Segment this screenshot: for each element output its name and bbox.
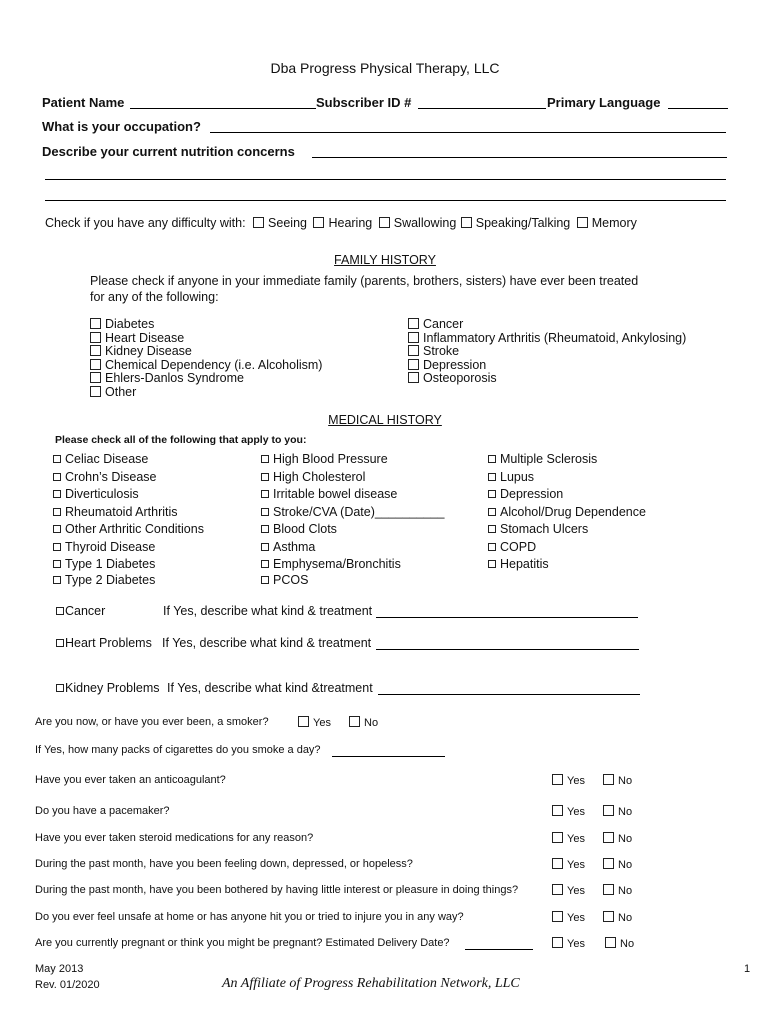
nutrition-line-2[interactable] xyxy=(45,179,726,180)
question-interest: During the past month, have you been bothered by having little interest or pleasure in doing things? xyxy=(35,884,519,896)
list-item[interactable]: Chemical Dependency (i.e. Alcoholism) xyxy=(90,359,322,373)
checkbox-icon[interactable] xyxy=(488,543,496,551)
page-number: 1 xyxy=(744,963,751,975)
checkbox-icon[interactable] xyxy=(53,560,61,568)
kidney-describe-prompt: If Yes, describe what kind &treatment xyxy=(167,681,373,695)
smoker-yes[interactable]: Yes xyxy=(298,716,331,729)
list-item[interactable]: Multiple Sclerosis xyxy=(488,451,646,469)
question-pregnant: Are you currently pregnant or think you might be pregnant? Estimated Delivery Date? xyxy=(35,937,450,949)
unsafe-no[interactable]: No xyxy=(603,911,632,924)
checkbox-icon[interactable] xyxy=(408,372,419,383)
depressed-no[interactable]: No xyxy=(603,858,632,871)
interest-yes[interactable]: Yes xyxy=(552,884,585,897)
difficulty-hearing[interactable]: Hearing xyxy=(313,216,372,230)
checkbox-icon[interactable] xyxy=(261,473,269,481)
heart-describe-row xyxy=(56,636,152,650)
checkbox-icon[interactable] xyxy=(408,318,419,329)
anticoagulant-yes[interactable]: Yes xyxy=(552,774,585,787)
unsafe-yes[interactable]: Yes xyxy=(552,911,585,924)
list-item[interactable]: High Blood Pressure xyxy=(261,451,444,469)
checkbox-icon[interactable] xyxy=(261,455,269,463)
list-item[interactable]: Other xyxy=(90,386,322,400)
checkbox-icon[interactable] xyxy=(552,911,563,922)
list-item[interactable]: Lupus xyxy=(488,469,646,487)
list-item[interactable]: Emphysema/Bronchitis xyxy=(261,556,444,572)
patient-name-field[interactable] xyxy=(130,108,316,109)
steroids-yes[interactable]: Yes xyxy=(552,832,585,845)
smoker-question: Are you now, or have you ever been, a smoker? xyxy=(35,716,269,728)
occupation-field[interactable] xyxy=(210,132,726,133)
depressed-yes[interactable]: Yes xyxy=(552,858,585,871)
delivery-date-field[interactable] xyxy=(465,949,533,950)
list-item[interactable]: Kidney Disease xyxy=(90,345,322,359)
checkbox-icon[interactable] xyxy=(408,332,419,343)
packs-field[interactable] xyxy=(332,756,445,757)
heart-describe-prompt: If Yes, describe what kind & treatment xyxy=(162,636,372,650)
nutrition-line-3[interactable] xyxy=(45,200,726,201)
checkbox-icon[interactable] xyxy=(488,490,496,498)
list-item[interactable]: Type 1 Diabetes xyxy=(53,556,204,572)
checkbox-icon[interactable] xyxy=(603,911,614,922)
checkbox-icon[interactable] xyxy=(90,318,101,329)
pregnant-yes[interactable]: Yes xyxy=(552,937,585,950)
checkbox-icon[interactable] xyxy=(56,684,64,692)
smoker-no[interactable]: No xyxy=(349,716,378,729)
kidney-describe-field[interactable] xyxy=(378,694,640,695)
checkbox-icon[interactable] xyxy=(56,607,64,615)
checkbox-icon[interactable] xyxy=(261,576,269,584)
checkbox-icon[interactable] xyxy=(603,858,614,869)
question-anticoagulant: Have you ever taken an anticoagulant? xyxy=(35,774,226,786)
checkbox-icon[interactable] xyxy=(298,716,309,727)
checkbox-icon[interactable] xyxy=(261,508,269,516)
checkbox-icon[interactable] xyxy=(488,455,496,463)
family-history-title: FAMILY HISTORY xyxy=(334,253,436,267)
occupation-label: What is your occupation? xyxy=(42,119,201,134)
checkbox-icon[interactable] xyxy=(90,359,101,370)
heart-describe-field[interactable] xyxy=(376,649,639,650)
checkbox-icon[interactable] xyxy=(603,884,614,895)
family-history-instruction-2: for any of the following: xyxy=(90,290,219,304)
checkbox-icon[interactable] xyxy=(313,217,324,228)
cancer-describe-field[interactable] xyxy=(376,617,638,618)
subscriber-id-field[interactable] xyxy=(418,108,546,109)
checkbox-icon[interactable] xyxy=(53,490,61,498)
checkbox-icon[interactable] xyxy=(53,576,61,584)
nutrition-label: Describe your current nutrition concerns xyxy=(42,144,295,159)
primary-language-field[interactable] xyxy=(668,108,728,109)
list-item[interactable]: Osteoporosis xyxy=(408,372,686,386)
anticoagulant-no[interactable]: No xyxy=(603,774,632,787)
cancer-checkbox[interactable]: Cancer xyxy=(56,604,105,618)
subscriber-id-label: Subscriber ID # xyxy=(316,95,412,110)
list-item[interactable]: PCOS xyxy=(261,572,444,588)
checkbox-icon[interactable] xyxy=(577,217,588,228)
list-item[interactable]: Heart Disease xyxy=(90,332,322,346)
checkbox-icon[interactable] xyxy=(261,543,269,551)
checkbox-icon[interactable] xyxy=(461,217,472,228)
list-item[interactable]: Diverticulosis xyxy=(53,486,204,504)
checkbox-icon[interactable] xyxy=(56,639,64,647)
question-unsafe: Do you ever feel unsafe at home or has anyone hit you or tried to injure you in any way? xyxy=(35,911,464,923)
difficulty-seeing[interactable]: Seeing xyxy=(253,216,307,230)
family-history-instruction-1: Please check if anyone in your immediate family (parents, brothers, sisters) have ever been treated xyxy=(90,274,639,288)
list-item[interactable]: Blood Clots xyxy=(261,521,444,539)
list-item[interactable]: Inflammatory Arthritis (Rheumatoid, Ankylosing) xyxy=(408,332,686,346)
checkbox-icon[interactable] xyxy=(90,345,101,356)
list-item[interactable]: COPD xyxy=(488,539,646,557)
list-item[interactable]: Celiac Disease xyxy=(53,451,204,469)
primary-language-label: Primary Language xyxy=(547,95,661,110)
difficulty-swallowing[interactable]: Swallowing xyxy=(379,216,457,230)
checkbox-icon[interactable] xyxy=(90,372,101,383)
list-item[interactable]: Irritable bowel disease xyxy=(261,486,444,504)
medical-history-col-3 xyxy=(488,451,646,572)
checkbox-icon[interactable] xyxy=(605,937,616,948)
list-item[interactable]: Stroke xyxy=(408,345,686,359)
pregnant-no[interactable]: No xyxy=(605,937,634,950)
checkbox-icon[interactable] xyxy=(603,832,614,843)
list-item[interactable]: Thyroid Disease xyxy=(53,539,204,557)
list-item[interactable]: Other Arthritic Conditions xyxy=(53,521,204,539)
checkbox-icon[interactable] xyxy=(552,858,563,869)
difficulty-memory[interactable]: Memory xyxy=(577,216,637,230)
pacemaker-yes[interactable]: Yes xyxy=(552,805,585,818)
difficulty-prompt: Check if you have any difficulty with: xyxy=(45,216,246,230)
list-item[interactable]: Asthma xyxy=(261,539,444,557)
checkbox-icon[interactable] xyxy=(552,774,563,785)
question-pacemaker: Do you have a pacemaker? xyxy=(35,805,170,817)
list-item[interactable]: Stomach Ulcers xyxy=(488,521,646,539)
checkbox-icon[interactable] xyxy=(53,525,61,533)
list-item[interactable]: Stroke/CVA (Date)__________ xyxy=(261,504,444,522)
checkbox-icon[interactable] xyxy=(488,473,496,481)
list-item[interactable]: Ehlers-Danlos Syndrome xyxy=(90,372,322,386)
checkbox-icon[interactable] xyxy=(349,716,360,727)
checkbox-icon[interactable] xyxy=(488,525,496,533)
list-item[interactable]: Depression xyxy=(488,486,646,504)
checkbox-icon[interactable] xyxy=(261,525,269,533)
family-history-left-list xyxy=(90,318,322,400)
packs-question: If Yes, how many packs of cigarettes do you smoke a day? xyxy=(35,744,321,756)
list-item[interactable]: Rheumatoid Arthritis xyxy=(53,504,204,522)
list-item[interactable]: Crohn’s Disease xyxy=(53,469,204,487)
list-item[interactable]: Alcohol/Drug Dependence xyxy=(488,504,646,522)
checkbox-icon[interactable] xyxy=(261,490,269,498)
checkbox-icon[interactable] xyxy=(488,560,496,568)
steroids-no[interactable]: No xyxy=(603,832,632,845)
interest-no[interactable]: No xyxy=(603,884,632,897)
medical-history-col-2 xyxy=(261,451,444,588)
footer-revision: Rev. 01/2020 xyxy=(35,979,100,991)
list-item[interactable]: Type 2 Diabetes xyxy=(53,572,204,588)
footer-date: May 2013 xyxy=(35,963,84,975)
list-item[interactable]: Diabetes xyxy=(90,318,322,332)
patient-name-label: Patient Name xyxy=(42,95,125,110)
family-history-right-list xyxy=(408,318,686,386)
question-depressed: During the past month, have you been feeling down, depressed, or hopeless? xyxy=(35,858,413,870)
checkbox-icon[interactable] xyxy=(603,805,614,816)
heart-problems-checkbox[interactable]: Heart Problems xyxy=(56,636,152,650)
checkbox-icon[interactable] xyxy=(552,832,563,843)
nutrition-field[interactable] xyxy=(312,157,727,158)
medical-history-col-1 xyxy=(53,451,204,588)
checkbox-icon[interactable] xyxy=(603,774,614,785)
list-item[interactable]: Cancer xyxy=(408,318,686,332)
checkbox-icon[interactable] xyxy=(53,473,61,481)
page-title: Dba Progress Physical Therapy, LLC xyxy=(270,60,500,76)
checkbox-icon[interactable] xyxy=(552,805,563,816)
checkbox-icon[interactable] xyxy=(53,508,61,516)
difficulty-speaking[interactable]: Speaking/Talking xyxy=(461,216,571,230)
list-item[interactable]: Hepatitis xyxy=(488,556,646,572)
cancer-describe-prompt: If Yes, describe what kind & treatment xyxy=(163,604,373,618)
kidney-describe-row xyxy=(56,681,160,695)
kidney-problems-checkbox[interactable]: Kidney Problems xyxy=(56,681,160,695)
checkbox-icon[interactable] xyxy=(90,386,101,397)
checkbox-icon[interactable] xyxy=(90,332,101,343)
cancer-describe-row xyxy=(56,604,105,618)
checkbox-icon[interactable] xyxy=(253,217,264,228)
difficulty-row xyxy=(45,216,637,230)
checkbox-icon[interactable] xyxy=(408,359,419,370)
checkbox-icon[interactable] xyxy=(53,455,61,463)
checkbox-icon[interactable] xyxy=(488,508,496,516)
pacemaker-no[interactable]: No xyxy=(603,805,632,818)
list-item[interactable]: Depression xyxy=(408,359,686,373)
checkbox-icon[interactable] xyxy=(552,937,563,948)
list-item[interactable]: High Cholesterol xyxy=(261,469,444,487)
checkbox-icon[interactable] xyxy=(261,560,269,568)
checkbox-icon[interactable] xyxy=(53,543,61,551)
checkbox-icon[interactable] xyxy=(552,884,563,895)
medical-history-instruction: Please check all of the following that apply to you: xyxy=(55,434,307,446)
checkbox-icon[interactable] xyxy=(408,345,419,356)
checkbox-icon[interactable] xyxy=(379,217,390,228)
question-steroids: Have you ever taken steroid medications for any reason? xyxy=(35,832,314,844)
footer-affiliate: An Affiliate of Progress Rehabilitation Network, LLC xyxy=(222,976,520,991)
medical-history-title: MEDICAL HISTORY xyxy=(328,413,442,427)
